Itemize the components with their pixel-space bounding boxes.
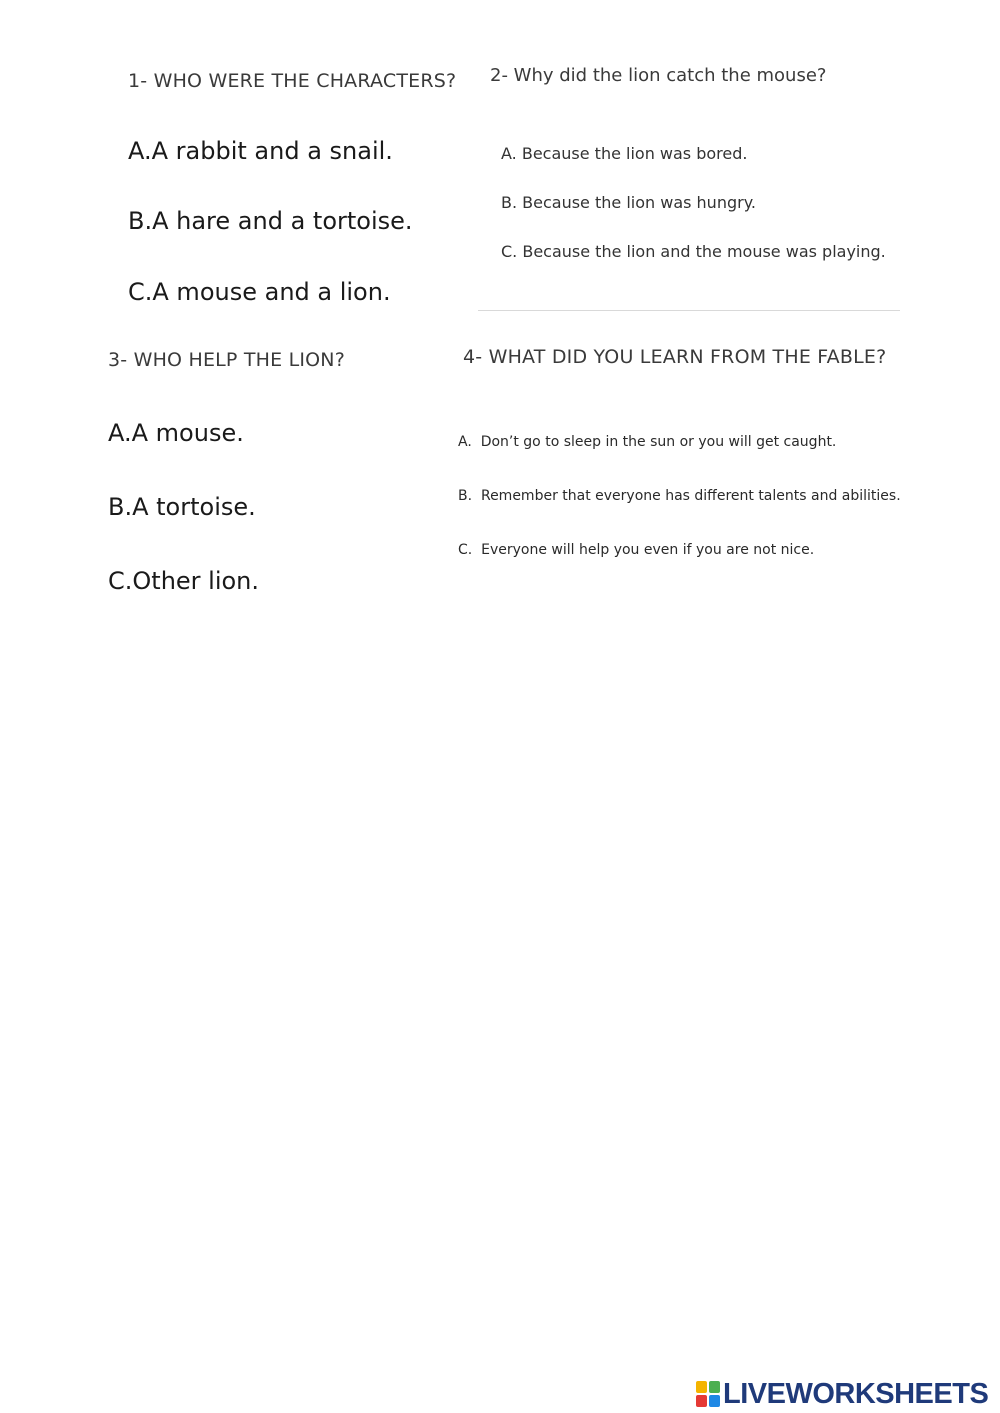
section-divider [478, 310, 900, 311]
question-4-option-a [458, 434, 836, 450]
question-4-option-b [458, 488, 901, 504]
option-text: Don’t go to sleep in the sun or you will get caught. [480, 434, 837, 450]
option-text: Remember that everyone has different talents and abilities. [480, 488, 901, 504]
question-2-heading: 2- Why did the lion catch the mouse? [490, 65, 827, 86]
question-2-option-c: C. Because the lion and the mouse was playing. [501, 242, 886, 261]
liveworksheets-logo-icon [696, 1381, 720, 1407]
question-3-heading: 3- WHO HELP THE LION? [108, 349, 346, 371]
option-letter: A. [458, 434, 472, 450]
question-4-heading: 4- WHAT DID YOU LEARN FROM THE FABLE? [463, 346, 887, 368]
question-4-option-c [458, 542, 814, 558]
question-1-option-a: A.A rabbit and a snail. [128, 137, 393, 165]
question-2-option-b: B. Because the lion was hungry. [501, 193, 756, 212]
question-2-option-a: A. Because the lion was bored. [501, 144, 748, 163]
question-1-heading: 1- WHO WERE THE CHARACTERS? [128, 70, 457, 92]
liveworksheets-brand [696, 1378, 988, 1410]
question-1-option-b: B.A hare and a tortoise. [128, 207, 413, 235]
question-1-option-c: C.A mouse and a lion. [128, 278, 391, 306]
brand-name: LIVEWORKSHEETS [723, 1377, 989, 1410]
option-letter: B. [458, 488, 473, 504]
question-3-option-c: C.Other lion. [108, 567, 260, 595]
question-3-option-a: A.A mouse. [108, 419, 244, 447]
question-3-option-b: B.A tortoise. [108, 493, 256, 521]
option-letter: C. [458, 542, 473, 558]
option-text: Everyone will help you even if you are not nice. [481, 542, 815, 558]
